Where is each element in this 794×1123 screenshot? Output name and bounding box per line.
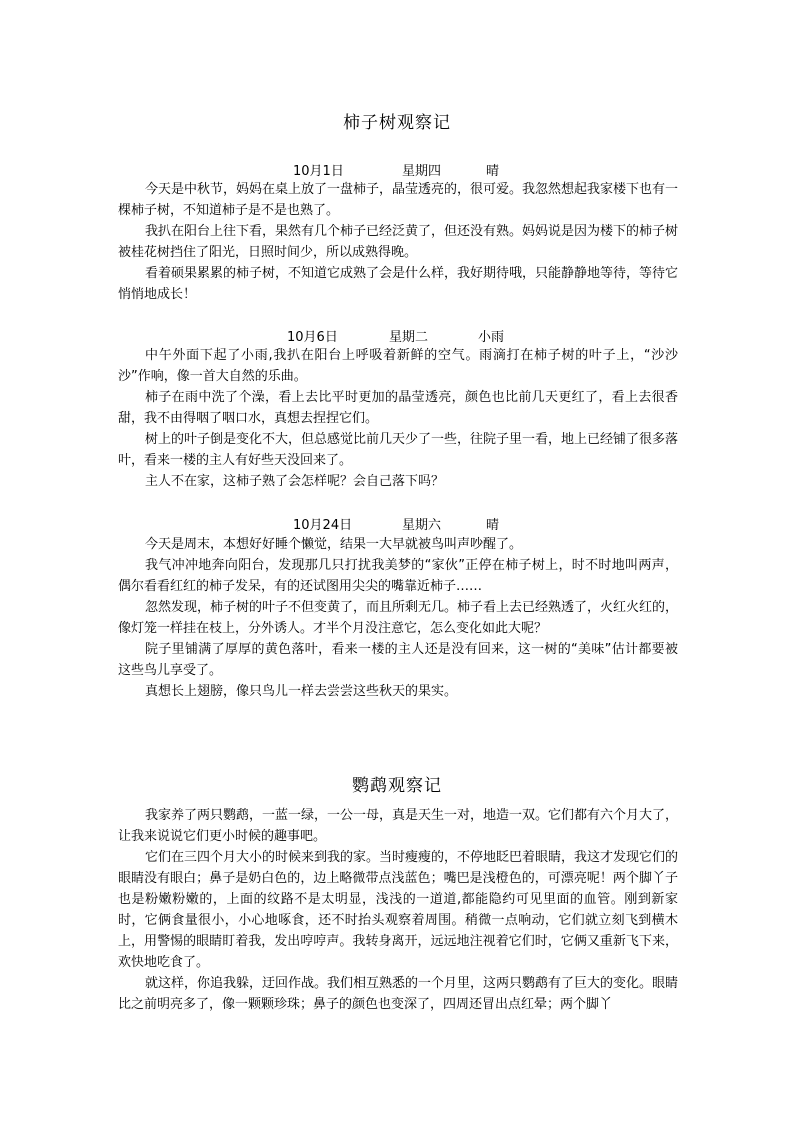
entry-date: 10月6日 bbox=[287, 330, 338, 345]
paragraph: 主人不在家，这柿子熟了会怎样呢？会自己落下吗？ bbox=[145, 474, 445, 489]
paragraph: 真想长上翅膀，像只鸟儿一样去尝尝这些秋天的果实。 bbox=[145, 684, 458, 699]
paragraph: 就这样，你追我躲，迂回作战。我们相互熟悉的一个月里，这两只鹦鹉有了巨大的变化。眼睛比之前明亮多了，像一颗颗珍珠；鼻子的颜色也变深了，四周还冒出点红晕；两个脚丫 bbox=[118, 976, 679, 1012]
entry-weather: 小雨 bbox=[478, 330, 505, 345]
paragraph: 我气冲冲地奔向阳台，发现那几只打扰我美梦的“家伙”正停在柿子树上，时不时地叫两声，偶尔看看红红的柿子发呆，有的还试图用尖尖的嘴靠近柿子…… bbox=[118, 558, 678, 594]
paragraph: 院子里铺满了厚厚的黄色落叶，看来一楼的主人还是没有回来，这一树的“美味”估计都要被这些鸟儿享受了。 bbox=[118, 642, 678, 678]
entry-date: 10月24日 bbox=[293, 518, 353, 533]
paragraph: 忽然发现，柿子树的叶子不但变黄了，而且所剩无几。柿子看上去已经熟透了，火红火红的，像灯笼一样挂在枝上，分外诱人。才半个月没注意它，怎么变化如此大呢？ bbox=[118, 600, 679, 636]
entry-date: 10月1日 bbox=[293, 164, 344, 179]
entry-weekday: 星期二 bbox=[389, 330, 429, 345]
section-title-parrot: 鹦鹉观察记 bbox=[352, 776, 442, 796]
entry-weather: 晴 bbox=[486, 518, 500, 533]
paragraph: 看着硕果累累的柿子树，不知道它成熟了会是什么样，我好期待哦，只能静静地等待，等待它悄悄地成长！ bbox=[118, 266, 679, 302]
paragraph: 我家养了两只鹦鹉，一蓝一绿，一公一母，真是天生一对，地造一双。它们都有六个月大了，让我来说说它们更小时候的趣事吧。 bbox=[118, 808, 679, 844]
entry-weekday: 星期六 bbox=[402, 518, 442, 533]
entry-weekday: 星期四 bbox=[402, 164, 442, 179]
entry-weather: 晴 bbox=[486, 164, 500, 179]
paragraph: 树上的叶子倒是变化不大，但总感觉比前几天少了一些，往院子里一看，地上已经铺了很多落叶，看来一楼的主人有好些天没回来了。 bbox=[118, 432, 679, 468]
paragraph: 我扒在阳台上往下看，果然有几个柿子已经泛黄了，但还没有熟。妈妈说是因为楼下的柿子树被桂花树挡住了阳光，日照时间少，所以成熟得晚。 bbox=[118, 224, 679, 260]
paragraph: 中午外面下起了小雨,我扒在阳台上呼吸着新鲜的空气。雨滴打在柿子树的叶子上，“沙沙沙”作响，像一首大自然的乐曲。 bbox=[118, 348, 678, 384]
section-title-persimmon: 柿子树观察记 bbox=[343, 113, 451, 133]
paragraph: 它们在三四个月大小的时候来到我的家。当时瘦瘦的，不停地眨巴着眼睛，我这才发现它们的眼睛没有眼白；鼻子是奶白色的，边上略微带点浅蓝色；嘴巴是浅橙色的，可漂亮呢！两个脚丫子也是粉嫩粉嫩的，上面的纹路不是太明显，浅浅的一道道,都能隐约可见里面的血管。刚到新家时，它俩食量很小，小心地啄食，还不时抬头观察着周围。稍微一点响动，它们就立刻飞到横木上，用警惕的眼睛盯着我，发出哼哼声。我转身离开，远远地注视着它们时，它俩又重新飞下来，欢快地吃食了。 bbox=[118, 850, 679, 970]
paragraph: 今天是周末，本想好好睡个懒觉，结果一大早就被鸟叫声吵醒了。 bbox=[145, 537, 523, 552]
paragraph: 柿子在雨中洗了个澡，看上去比平时更加的晶莹透亮，颜色也比前几天更红了，看上去很香甜，我不由得咽了咽口水，真想去捏捏它们。 bbox=[118, 390, 678, 426]
paragraph: 今天是中秋节，妈妈在桌上放了一盘柿子，晶莹透亮的，很可爱。我忽然想起我家楼下也有一棵柿子树，不知道柿子是不是也熟了。 bbox=[118, 182, 679, 218]
